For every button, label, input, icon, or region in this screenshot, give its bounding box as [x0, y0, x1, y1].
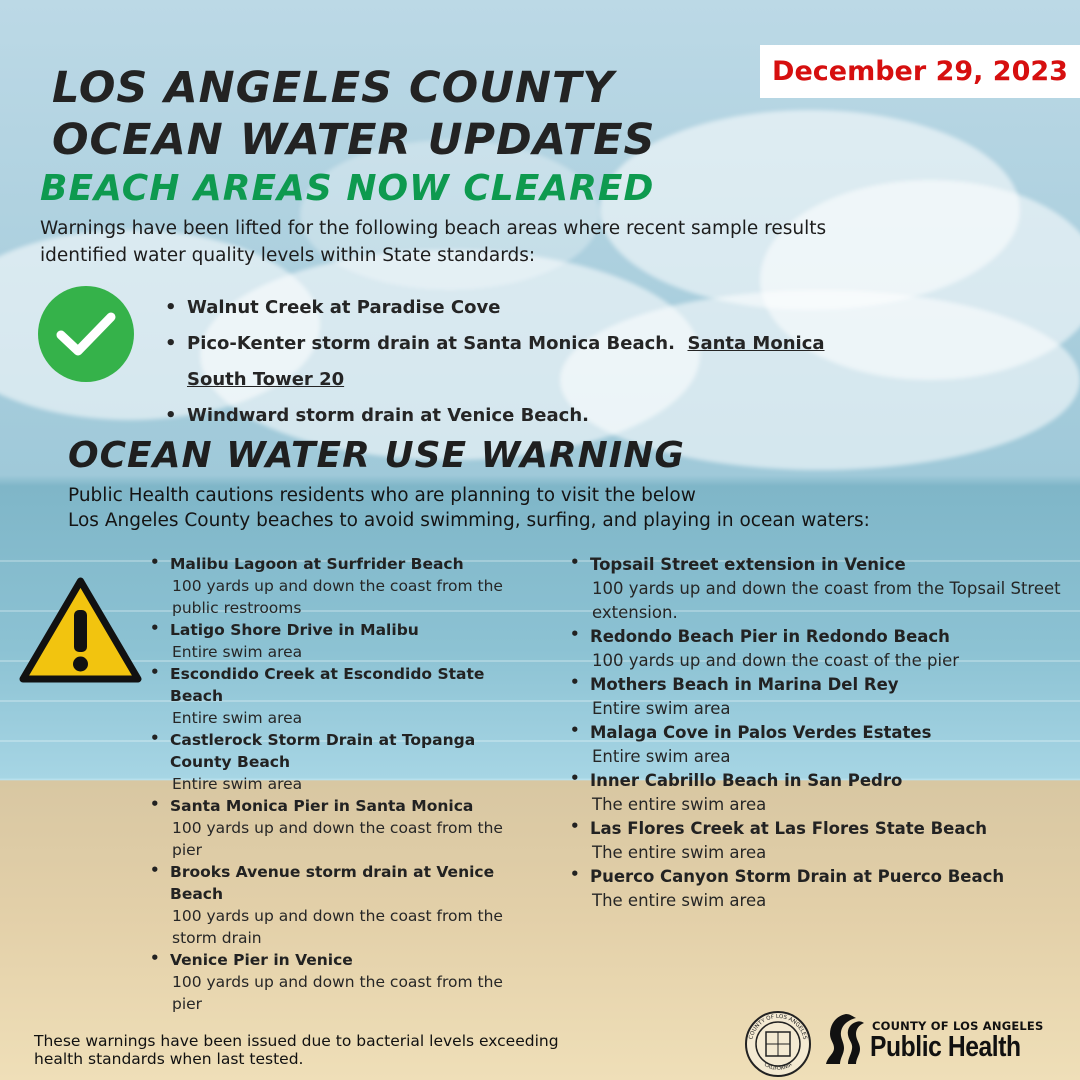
cleared-item-text: Walnut Creek at Paradise Cove: [187, 297, 501, 318]
date-badge: [760, 45, 1080, 98]
beach-name: • Redondo Beach Pier in Redondo Beach: [590, 627, 950, 646]
footer-note: These warnings have been issued due to bacterial levels exceeding health standards when last tested.: [34, 1032, 559, 1068]
list-item: [150, 861, 530, 949]
warning-heading: OCEAN WATER USE WARNING: [68, 435, 685, 476]
beach-name: • Santa Monica Pier in Santa Monica: [170, 797, 474, 815]
list-item: [150, 795, 530, 861]
cleared-heading: BEACH AREAS NOW CLEARED: [40, 168, 655, 209]
beach-name: • Castlerock Storm Drain at Topanga County Beach: [170, 731, 476, 771]
list-item: [150, 949, 530, 1015]
warning-intro-line-2: Los Angeles County beaches to avoid swimming, surfing, and playing in ocean waters:: [68, 510, 870, 531]
beach-area: 100 yards up and down the coast from the pier: [172, 973, 503, 1013]
santa-monica-south-tower-link[interactable]: Santa Monica South Tower 20: [187, 333, 825, 390]
cleared-item: [165, 290, 865, 326]
beach-area: Entire swim area: [592, 747, 731, 766]
warning-intro-line-1: Public Health cautions residents who are planning to visit the below: [68, 485, 696, 506]
list-item: [570, 817, 1070, 865]
beach-area: 100 yards up and down the coast of the pier: [592, 651, 960, 670]
list-item: [570, 769, 1070, 817]
list-item: [570, 673, 1070, 721]
seal-bottom-text: CALIFORNIA: [762, 1061, 794, 1073]
beach-name: • Las Flores Creek at Las Flores State Beach: [590, 819, 988, 838]
title-line-2: OCEAN WATER UPDATES: [52, 115, 656, 165]
warning-intro: [68, 483, 1058, 533]
county-seal-logo: [742, 1010, 814, 1078]
cleared-item: [165, 326, 865, 398]
beach-area: The entire swim area: [592, 795, 767, 814]
beach-area: 100 yards up and down the coast from the pier: [172, 819, 503, 859]
list-item: [570, 865, 1070, 913]
beach-area: Entire swim area: [172, 775, 303, 793]
public-health-text: Public Health: [870, 1031, 1021, 1063]
list-item: [150, 663, 530, 729]
beach-area: Entire swim area: [592, 699, 731, 718]
beach-area: Entire swim area: [172, 709, 303, 727]
date-text: December 29, 2023: [772, 56, 1068, 87]
beach-name: • Malaga Cove in Palos Verdes Estates: [590, 723, 932, 742]
checkmark-circle-icon: [38, 286, 134, 382]
page-title: [52, 62, 656, 166]
beach-name: • Brooks Avenue storm drain at Venice Beach: [170, 863, 495, 903]
beach-area: 100 yards up and down the coast from the storm drain: [172, 907, 503, 947]
list-item: [150, 729, 530, 795]
public-health-county-text: COUNTY OF LOS ANGELES: [872, 1019, 1044, 1033]
beach-area: Entire swim area: [172, 643, 303, 661]
beach-name: • Escondido Creek at Escondido State Beach: [170, 665, 485, 705]
beach-name: • Topsail Street extension in Venice: [590, 555, 906, 574]
warning-triangle-icon: [18, 575, 143, 685]
beach-name: • Venice Pier in Venice: [170, 951, 353, 969]
beach-name: • Malibu Lagoon at Surfrider Beach: [170, 555, 464, 573]
cleared-item: [165, 398, 865, 434]
cleared-list: [165, 290, 865, 434]
beach-name: • Inner Cabrillo Beach in San Pedro: [590, 771, 903, 790]
warning-list-right: [570, 553, 1070, 913]
beach-name: • Mothers Beach in Marina Del Rey: [590, 675, 899, 694]
list-item: [150, 553, 530, 619]
cleared-item-text: Pico-Kenter storm drain at Santa Monica Beach.: [187, 333, 675, 354]
list-item: [150, 619, 530, 663]
beach-area: The entire swim area: [592, 843, 767, 862]
cleared-item-text: Windward storm drain at Venice Beach.: [187, 405, 589, 426]
beach-name: • Puerco Canyon Storm Drain at Puerco Beach: [590, 867, 1005, 886]
list-item: [570, 553, 1070, 625]
beach-area: 100 yards up and down the coast from the Topsail Street extension.: [592, 579, 1061, 622]
warning-list-left: [150, 553, 530, 1015]
beach-area: 100 yards up and down the coast from the public restrooms: [172, 577, 503, 617]
seal-top-text: COUNTY OF LOS ANGELES: [748, 1013, 808, 1041]
title-line-1: LOS ANGELES COUNTY: [52, 63, 615, 113]
beach-area: The entire swim area: [592, 891, 767, 910]
beach-name: • Latigo Shore Drive in Malibu: [170, 621, 419, 639]
cleared-intro: Warnings have been lifted for the following beach areas where recent sample results identified water quality levels within State standards:: [40, 218, 827, 266]
list-item: [570, 721, 1070, 769]
list-item: [570, 625, 1070, 673]
